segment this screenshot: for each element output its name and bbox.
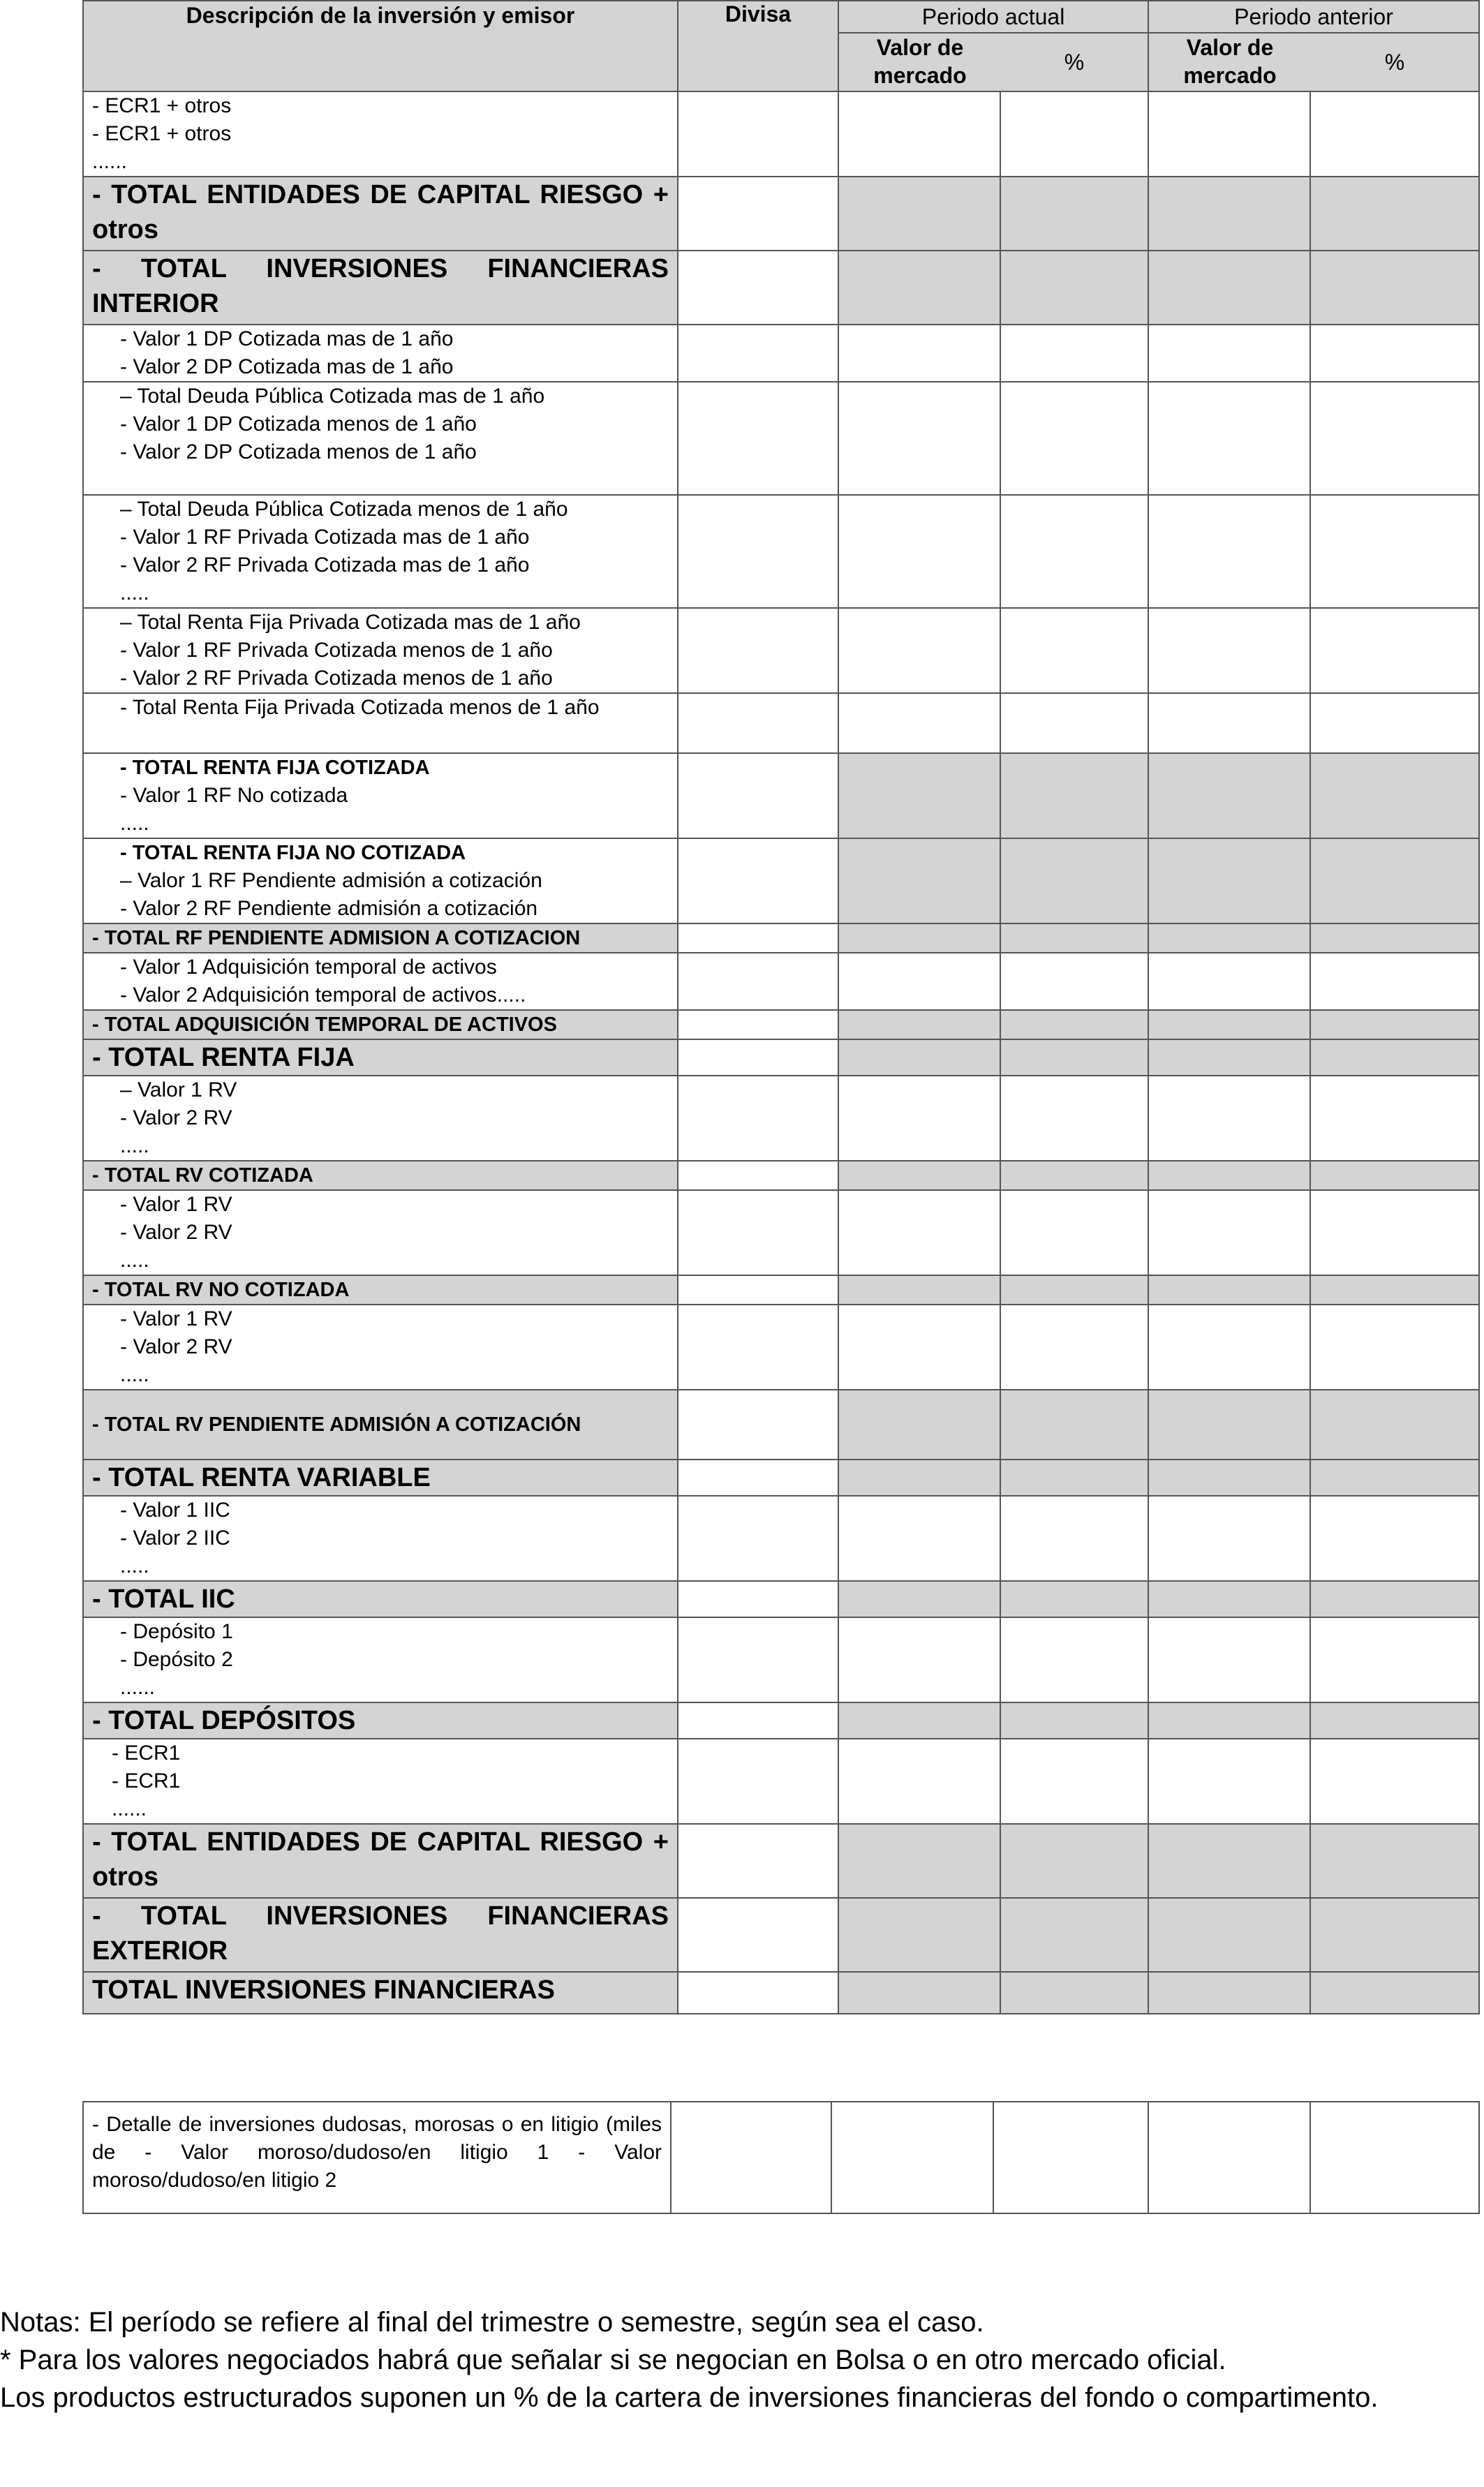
cell-valor-actual xyxy=(838,1739,1000,1824)
row-text: - TOTAL RF PENDIENTE ADMISION A COTIZACION xyxy=(92,927,581,949)
row-description xyxy=(83,1190,678,1275)
row-text: ...... xyxy=(92,150,128,173)
row-description xyxy=(83,495,678,608)
table-row xyxy=(83,91,1479,177)
row-text: - Valor 2 RV xyxy=(120,1221,232,1244)
row-text: - Valor 2 RF Pendiente admisión a cotización xyxy=(120,897,538,920)
cell-divisa xyxy=(678,953,838,1010)
cell-valor-anterior xyxy=(1148,1702,1310,1739)
cell-divisa xyxy=(678,693,838,753)
cell-divisa xyxy=(678,1190,838,1275)
cell-pct-actual xyxy=(1000,753,1148,838)
table-row xyxy=(83,1581,1479,1617)
cell-valor-anterior xyxy=(1148,325,1310,382)
table-row xyxy=(83,1739,1479,1824)
cell-pct-actual xyxy=(1000,251,1148,325)
row-description xyxy=(83,1010,678,1039)
table-row xyxy=(83,1275,1479,1305)
table-row xyxy=(83,1076,1479,1161)
cell-pct-anterior xyxy=(1310,923,1479,953)
cell-divisa xyxy=(678,91,838,177)
pct-actual-label: % xyxy=(1064,49,1085,75)
row-text: ..... xyxy=(120,812,149,835)
cell-valor-anterior xyxy=(1148,608,1310,693)
cell-pct-anterior xyxy=(1310,1076,1479,1161)
dudosas-description: - Detalle de inversiones dudosas, morosas o en litigio (miles de - Valor moroso/dudoso/en litigio 1 - Valor moroso/dudoso/en litigio 2 xyxy=(83,2102,671,2213)
cell-pct-anterior xyxy=(1310,1898,1479,1972)
cell-pct-anterior xyxy=(1310,838,1479,923)
row-description xyxy=(83,1390,678,1460)
cell-divisa xyxy=(678,1702,838,1739)
table-row xyxy=(83,251,1479,325)
row-text: - Valor 1 RF Privada Cotizada menos de 1 año xyxy=(120,639,553,662)
row-text: - TOTAL INVERSIONES FINANCIERAS INTERIOR xyxy=(92,254,669,318)
row-text: - Valor 1 RF No cotizada xyxy=(120,784,348,807)
cell-pct-actual xyxy=(1000,923,1148,953)
row-description xyxy=(83,1460,678,1496)
valor-mercado-anterior-label: Valor de mercado xyxy=(1183,35,1277,88)
table-row xyxy=(83,1972,1479,2014)
cell-valor-actual xyxy=(838,838,1000,923)
row-description xyxy=(83,325,678,382)
cell-valor-actual xyxy=(838,495,1000,608)
row-text: – Total Renta Fija Privada Cotizada mas de 1 año xyxy=(120,611,581,634)
cell-valor-actual xyxy=(838,753,1000,838)
cell-valor-anterior xyxy=(1148,1460,1310,1496)
cell-valor-anterior xyxy=(1148,953,1310,1010)
table-row xyxy=(83,1824,1479,1898)
cell-valor-actual xyxy=(838,1972,1000,2014)
row-description xyxy=(83,251,678,325)
row-text: - Valor 1 RV xyxy=(120,1307,232,1330)
cell-pct-actual xyxy=(1000,1739,1148,1824)
cell-valor-actual xyxy=(838,1076,1000,1161)
row-text: – Valor 1 RF Pendiente admisión a cotización xyxy=(120,869,542,892)
table-row xyxy=(83,753,1479,838)
table-row xyxy=(83,1010,1479,1039)
dudosas-valor-anterior-cell xyxy=(1148,2102,1310,2213)
dudosas-row xyxy=(83,2102,1479,2213)
row-description xyxy=(83,923,678,953)
cell-divisa xyxy=(678,1305,838,1390)
row-text: - Valor 2 RV xyxy=(120,1106,232,1129)
periodo-actual-label: Periodo actual xyxy=(839,1,1148,34)
dudosas-table xyxy=(82,2101,1480,2214)
cell-valor-anterior xyxy=(1148,1190,1310,1275)
cell-divisa xyxy=(678,1824,838,1898)
cell-valor-anterior xyxy=(1148,1390,1310,1460)
cell-pct-anterior xyxy=(1310,953,1479,1010)
cell-valor-anterior xyxy=(1148,1039,1310,1076)
row-text: - ECR1 + otros xyxy=(92,94,232,117)
cell-pct-actual xyxy=(1000,1275,1148,1305)
cell-pct-actual xyxy=(1000,608,1148,693)
row-description xyxy=(83,693,678,753)
cell-valor-anterior xyxy=(1148,1581,1310,1617)
row-text: - TOTAL RV NO COTIZADA xyxy=(92,1279,350,1301)
row-text: - TOTAL RENTA FIJA COTIZADA xyxy=(120,757,430,779)
dudosas-pct-actual-cell xyxy=(993,2102,1148,2213)
cell-pct-anterior xyxy=(1310,1581,1479,1617)
row-text: ..... xyxy=(120,1134,149,1157)
row-description xyxy=(83,1161,678,1190)
row-text: - TOTAL RENTA VARIABLE xyxy=(92,1463,431,1492)
cell-valor-actual xyxy=(838,1161,1000,1190)
row-text: ...... xyxy=(112,1797,147,1820)
cell-divisa xyxy=(678,325,838,382)
cell-divisa xyxy=(678,1972,838,2014)
row-description xyxy=(83,1702,678,1739)
cell-pct-anterior xyxy=(1310,1305,1479,1390)
cell-divisa xyxy=(678,382,838,495)
cell-valor-actual xyxy=(838,1702,1000,1739)
cell-valor-anterior xyxy=(1148,1617,1310,1702)
row-text: - TOTAL RV COTIZADA xyxy=(92,1164,313,1187)
cell-divisa xyxy=(678,1496,838,1581)
row-text: ..... xyxy=(120,1554,149,1577)
row-text: - Valor 1 Adquisición temporal de activos xyxy=(120,956,497,979)
cell-pct-actual xyxy=(1000,1190,1148,1275)
cell-divisa xyxy=(678,1617,838,1702)
cell-valor-anterior xyxy=(1148,693,1310,753)
row-text: - Depósito 2 xyxy=(120,1648,233,1671)
cell-divisa xyxy=(678,177,838,251)
cell-pct-actual xyxy=(1000,325,1148,382)
table-header xyxy=(83,1,1479,91)
row-text: - TOTAL ENTIDADES DE CAPITAL RIESGO + otros xyxy=(92,1827,669,1892)
row-description xyxy=(83,1581,678,1617)
row-description xyxy=(83,1824,678,1898)
row-text: - Valor 2 IIC xyxy=(120,1527,230,1550)
row-text: - TOTAL RENTA FIJA xyxy=(92,1043,355,1072)
cell-valor-actual xyxy=(838,325,1000,382)
cell-pct-actual xyxy=(1000,1581,1148,1617)
valor-mercado-actual-label: Valor de mercado xyxy=(873,35,967,88)
table-row xyxy=(83,693,1479,753)
cell-valor-actual xyxy=(838,1496,1000,1581)
cell-valor-actual xyxy=(838,1305,1000,1390)
cell-valor-anterior xyxy=(1148,1010,1310,1039)
investment-table xyxy=(82,0,1480,2014)
cell-pct-anterior xyxy=(1310,1275,1479,1305)
cell-valor-anterior xyxy=(1148,1161,1310,1190)
cell-divisa xyxy=(678,1275,838,1305)
row-description xyxy=(83,177,678,251)
row-text: - TOTAL RV PENDIENTE ADMISIÓN A COTIZACIÓN xyxy=(92,1413,581,1436)
row-description xyxy=(83,1039,678,1076)
table-row xyxy=(83,1496,1479,1581)
cell-pct-anterior xyxy=(1310,1739,1479,1824)
cell-divisa xyxy=(678,1739,838,1824)
cell-valor-anterior xyxy=(1148,753,1310,838)
row-text: - ECR1 + otros xyxy=(92,122,232,145)
table-row xyxy=(83,953,1479,1010)
row-description xyxy=(83,1739,678,1824)
cell-pct-anterior xyxy=(1310,1824,1479,1898)
cell-valor-actual xyxy=(838,608,1000,693)
table-row xyxy=(83,1702,1479,1739)
row-text: – Total Deuda Pública Cotizada mas de 1 año xyxy=(120,385,545,408)
row-description xyxy=(83,1898,678,1972)
row-text: - Valor 1 IIC xyxy=(120,1499,230,1522)
cell-pct-anterior xyxy=(1310,1617,1479,1702)
cell-pct-anterior xyxy=(1310,1161,1479,1190)
cell-divisa xyxy=(678,838,838,923)
cell-valor-anterior xyxy=(1148,1496,1310,1581)
cell-pct-anterior xyxy=(1310,1460,1479,1496)
table-row xyxy=(83,608,1479,693)
cell-pct-actual xyxy=(1000,1617,1148,1702)
row-text: - Valor 1 DP Cotizada menos de 1 año xyxy=(120,413,477,436)
cell-pct-anterior xyxy=(1310,608,1479,693)
cell-pct-anterior xyxy=(1310,325,1479,382)
row-description xyxy=(83,1076,678,1161)
cell-valor-actual xyxy=(838,91,1000,177)
row-description xyxy=(83,1496,678,1581)
cell-divisa xyxy=(678,1581,838,1617)
row-text: - Valor 1 RV xyxy=(120,1193,232,1216)
cell-pct-actual xyxy=(1000,953,1148,1010)
row-description xyxy=(83,953,678,1010)
cell-valor-actual xyxy=(838,1617,1000,1702)
cell-valor-anterior xyxy=(1148,923,1310,953)
table-row xyxy=(83,1898,1479,1972)
row-text: - TOTAL IIC xyxy=(92,1584,235,1614)
cell-divisa xyxy=(678,1161,838,1190)
note-line: * Para los valores negociados habrá que señalar si se negocian en Bolsa o en otro mercado oficial. xyxy=(0,2345,1226,2375)
cell-pct-anterior xyxy=(1310,1390,1479,1460)
row-text: - Valor 2 DP Cotizada menos de 1 año xyxy=(120,440,477,463)
cell-pct-actual xyxy=(1000,1010,1148,1039)
table-row xyxy=(83,382,1479,495)
cell-pct-anterior xyxy=(1310,753,1479,838)
cell-pct-actual xyxy=(1000,1496,1148,1581)
cell-valor-anterior xyxy=(1148,1898,1310,1972)
table-row xyxy=(83,177,1479,251)
cell-pct-actual xyxy=(1000,1305,1148,1390)
cell-pct-actual xyxy=(1000,1972,1148,2014)
cell-divisa xyxy=(678,753,838,838)
cell-divisa xyxy=(678,1390,838,1460)
cell-pct-anterior xyxy=(1310,91,1479,177)
row-text: - Valor 1 RF Privada Cotizada mas de 1 año xyxy=(120,526,530,549)
cell-divisa xyxy=(678,1076,838,1161)
row-text: - Valor 2 RF Privada Cotizada menos de 1 año xyxy=(120,667,553,690)
table-row xyxy=(83,1460,1479,1496)
table-row xyxy=(83,495,1479,608)
dudosas-valor-actual-cell xyxy=(831,2102,993,2213)
cell-pct-actual xyxy=(1000,495,1148,608)
cell-pct-actual xyxy=(1000,1824,1148,1898)
cell-pct-anterior xyxy=(1310,1190,1479,1275)
table-row xyxy=(83,1305,1479,1390)
cell-pct-actual xyxy=(1000,382,1148,495)
table-row xyxy=(83,923,1479,953)
row-text: - Valor 2 RV xyxy=(120,1335,232,1358)
note-line: Los productos estructurados suponen un % de la cartera de inversiones financieras del fondo o compartimento. xyxy=(0,2382,1379,2413)
periodo-anterior-label: Periodo anterior xyxy=(1149,1,1478,34)
cell-valor-actual xyxy=(838,1010,1000,1039)
cell-valor-actual xyxy=(838,923,1000,953)
row-text: - ECR1 xyxy=(112,1742,181,1765)
cell-valor-actual xyxy=(838,1190,1000,1275)
row-description xyxy=(83,1972,678,2014)
row-text: ..... xyxy=(120,1363,149,1386)
cell-pct-anterior xyxy=(1310,1702,1479,1739)
table-row xyxy=(83,838,1479,923)
cell-valor-anterior xyxy=(1148,838,1310,923)
cell-pct-actual xyxy=(1000,91,1148,177)
row-text: - TOTAL ENTIDADES DE CAPITAL RIESGO + otros xyxy=(92,180,669,244)
row-text: - TOTAL ADQUISICIÓN TEMPORAL DE ACTIVOS xyxy=(92,1014,557,1036)
row-description xyxy=(83,382,678,495)
cell-valor-actual xyxy=(838,953,1000,1010)
cell-valor-anterior xyxy=(1148,1972,1310,2014)
cell-valor-actual xyxy=(838,693,1000,753)
cell-valor-actual xyxy=(838,1275,1000,1305)
cell-valor-actual xyxy=(838,251,1000,325)
cell-pct-actual xyxy=(1000,1898,1148,1972)
cell-pct-anterior xyxy=(1310,382,1479,495)
row-description xyxy=(83,1617,678,1702)
row-description xyxy=(83,838,678,923)
cell-valor-anterior xyxy=(1148,495,1310,608)
row-text: - ECR1 xyxy=(112,1769,181,1792)
table-row xyxy=(83,325,1479,382)
row-text: - Depósito 1 xyxy=(120,1620,233,1643)
cell-valor-actual xyxy=(838,1898,1000,1972)
cell-divisa xyxy=(678,1898,838,1972)
row-text: – Total Deuda Pública Cotizada menos de 1 año xyxy=(120,498,568,521)
cell-valor-actual xyxy=(838,1390,1000,1460)
cell-divisa xyxy=(678,923,838,953)
cell-pct-actual xyxy=(1000,693,1148,753)
cell-pct-anterior xyxy=(1310,495,1479,608)
cell-pct-actual xyxy=(1000,1076,1148,1161)
cell-pct-anterior xyxy=(1310,1496,1479,1581)
cell-pct-anterior xyxy=(1310,1039,1479,1076)
cell-pct-anterior xyxy=(1310,693,1479,753)
cell-valor-anterior xyxy=(1148,177,1310,251)
header-description: Descripción de la inversión y emisor xyxy=(83,1,678,91)
table-row xyxy=(83,1190,1479,1275)
cell-pct-actual xyxy=(1000,1702,1148,1739)
row-description xyxy=(83,1305,678,1390)
cell-valor-anterior xyxy=(1148,91,1310,177)
row-text: - Valor 2 Adquisición temporal de activos..... xyxy=(120,983,526,1007)
header-periodo-actual xyxy=(838,1,1148,91)
cell-pct-anterior xyxy=(1310,1010,1479,1039)
row-text: ...... xyxy=(120,1676,156,1699)
row-description xyxy=(83,1275,678,1305)
cell-divisa xyxy=(678,1039,838,1076)
cell-divisa xyxy=(678,495,838,608)
row-text: - Valor 2 RF Privada Cotizada mas de 1 año xyxy=(120,554,530,577)
cell-valor-anterior xyxy=(1148,1076,1310,1161)
table-row xyxy=(83,1161,1479,1190)
cell-pct-actual xyxy=(1000,1039,1148,1076)
notes xyxy=(0,2303,1480,2417)
cell-pct-anterior xyxy=(1310,1972,1479,2014)
row-text: - Valor 1 DP Cotizada mas de 1 año xyxy=(120,327,454,350)
row-text: TOTAL INVERSIONES FINANCIERAS xyxy=(92,1975,555,2005)
cell-divisa xyxy=(678,1010,838,1039)
cell-valor-actual xyxy=(838,177,1000,251)
cell-pct-actual xyxy=(1000,1460,1148,1496)
header-divisa: Divisa xyxy=(678,1,838,91)
cell-pct-actual xyxy=(1000,177,1148,251)
row-text: - Total Renta Fija Privada Cotizada menos de 1 año xyxy=(120,696,600,719)
cell-valor-actual xyxy=(838,1581,1000,1617)
cell-divisa xyxy=(678,608,838,693)
table-row xyxy=(83,1617,1479,1702)
row-text: - TOTAL DEPÓSITOS xyxy=(92,1706,356,1735)
cell-valor-anterior xyxy=(1148,1739,1310,1824)
dudosas-divisa-cell xyxy=(671,2102,831,2213)
note-line: Notas: El período se refiere al final del trimestre o semestre, según sea el caso. xyxy=(0,2307,984,2338)
cell-valor-actual xyxy=(838,382,1000,495)
cell-valor-anterior xyxy=(1148,1824,1310,1898)
cell-divisa xyxy=(678,251,838,325)
row-description xyxy=(83,608,678,693)
cell-divisa xyxy=(678,1460,838,1496)
cell-valor-anterior xyxy=(1148,382,1310,495)
cell-valor-anterior xyxy=(1148,1275,1310,1305)
table-row xyxy=(83,1390,1479,1460)
cell-pct-actual xyxy=(1000,838,1148,923)
cell-valor-anterior xyxy=(1148,251,1310,325)
row-text: ..... xyxy=(120,1249,149,1272)
cell-valor-actual xyxy=(838,1460,1000,1496)
row-text: ..... xyxy=(120,581,149,604)
pct-anterior-label: % xyxy=(1384,49,1405,75)
row-text: – Valor 1 RV xyxy=(120,1078,237,1101)
cell-pct-anterior xyxy=(1310,177,1479,251)
row-description xyxy=(83,91,678,177)
row-text: - TOTAL RENTA FIJA NO COTIZADA xyxy=(120,842,466,864)
cell-pct-actual xyxy=(1000,1161,1148,1190)
cell-pct-actual xyxy=(1000,1390,1148,1460)
row-description xyxy=(83,753,678,838)
row-text: - TOTAL INVERSIONES FINANCIERAS EXTERIOR xyxy=(92,1901,669,1966)
cell-pct-anterior xyxy=(1310,251,1479,325)
row-text: - Valor 2 DP Cotizada mas de 1 año xyxy=(120,355,454,378)
dudosas-pct-anterior-cell xyxy=(1310,2102,1479,2213)
header-periodo-anterior xyxy=(1148,1,1479,91)
cell-valor-anterior xyxy=(1148,1305,1310,1390)
cell-valor-actual xyxy=(838,1039,1000,1076)
table-row xyxy=(83,1039,1479,1076)
cell-valor-actual xyxy=(838,1824,1000,1898)
